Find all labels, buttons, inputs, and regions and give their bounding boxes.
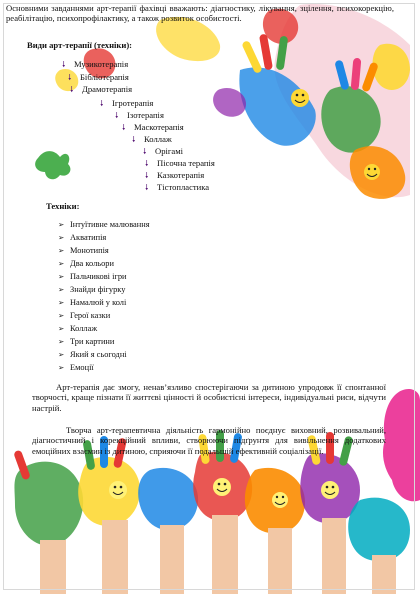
art-therapy-types-heading: Види арт-терапії (техніки):	[27, 40, 133, 50]
technique-item: ➢ Інтуїтивне малювання	[58, 220, 150, 229]
type-item: 🠗 Казкотерапія	[145, 170, 205, 180]
intro-paragraph: Основними завданнями арт-терапії фахівці вважають: діагностику, лікування, зцілення, психокорекцію, реабілітацію, психопрофілактику, а також розвиток особистості.	[6, 3, 394, 24]
arrowhead-bullet-icon: ➢	[58, 363, 65, 372]
arrowhead-bullet-icon: ➢	[58, 350, 65, 359]
technique-item: ➢ Акватипія	[58, 233, 107, 242]
down-arrow-icon: 🠗	[70, 85, 74, 94]
type-item: 🠗 Ізотерапія	[115, 110, 164, 120]
down-arrow-icon: 🠗	[132, 135, 136, 144]
type-item: 🠗 Бібліотерапія	[68, 72, 129, 82]
technique-item: ➢ Коллаж	[58, 324, 98, 333]
arrowhead-bullet-icon: ➢	[58, 272, 65, 281]
arrowhead-bullet-icon: ➢	[58, 311, 65, 320]
type-item: 🠗 Ігротерапія	[100, 98, 154, 108]
down-arrow-icon: 🠗	[122, 123, 126, 132]
technique-item: ➢ Намалюй у колі	[58, 298, 127, 307]
arrowhead-bullet-icon: ➢	[58, 233, 65, 242]
arrowhead-bullet-icon: ➢	[58, 246, 65, 255]
down-arrow-icon: 🠗	[62, 60, 66, 69]
type-item: 🠗 Драмотерапія	[70, 84, 133, 94]
down-arrow-icon: 🠗	[145, 171, 149, 180]
arrowhead-bullet-icon: ➢	[58, 259, 65, 268]
down-arrow-icon: 🠗	[143, 147, 147, 156]
technique-item: ➢ Герої казки	[58, 311, 111, 320]
arrowhead-bullet-icon: ➢	[58, 220, 65, 229]
down-arrow-icon: 🠗	[145, 183, 149, 192]
down-arrow-icon: 🠗	[100, 99, 104, 108]
technique-item: ➢ Монотипія	[58, 246, 109, 255]
type-item: 🠗 Музикотерапія	[62, 59, 129, 69]
down-arrow-icon: 🠗	[115, 111, 119, 120]
techniques-heading: Техніки:	[46, 201, 80, 211]
type-item: 🠗 Маскотерапія	[122, 122, 184, 132]
technique-item: ➢ Три картини	[58, 337, 115, 346]
technique-item: ➢ Два кольори	[58, 259, 114, 268]
technique-item: ➢ Який я сьогодні	[58, 350, 127, 359]
arrowhead-bullet-icon: ➢	[58, 337, 65, 346]
type-item: 🠗 Тістопластика	[145, 182, 210, 192]
type-item: 🠗 Орігамі	[143, 146, 184, 156]
arrowhead-bullet-icon: ➢	[58, 324, 65, 333]
technique-item: ➢ Пальчикові ігри	[58, 272, 127, 281]
type-item: 🠗 Пісочна терапія	[145, 158, 215, 168]
page-border	[3, 3, 415, 590]
down-arrow-icon: 🠗	[145, 159, 149, 168]
down-arrow-icon: 🠗	[68, 73, 72, 82]
body-paragraph: Творча арт-терапевтична діяльність гармонійно поєднує виховний, розвивальний, діагностичний і корекційний впливи, створюючи підґрунтя для вивільнення додаткових емоційних взаємин із дитиною, сприяючи її подальшій ефективній соціалізації.	[32, 425, 386, 456]
technique-item: ➢ Емоції	[58, 363, 94, 372]
arrowhead-bullet-icon: ➢	[58, 285, 65, 294]
type-item: 🠗 Коллаж	[132, 134, 172, 144]
technique-item: ➢ Знайди фігурку	[58, 285, 126, 294]
body-paragraph: Арт-терапія дає змогу, ненав’язливо спостерігаючи за дитиною упродовж її спонтанної творчості, краще пізнати її життєві цінності й особистісні інтереси, індивідуальні риси, відчути настрій.	[32, 382, 386, 413]
arrowhead-bullet-icon: ➢	[58, 298, 65, 307]
